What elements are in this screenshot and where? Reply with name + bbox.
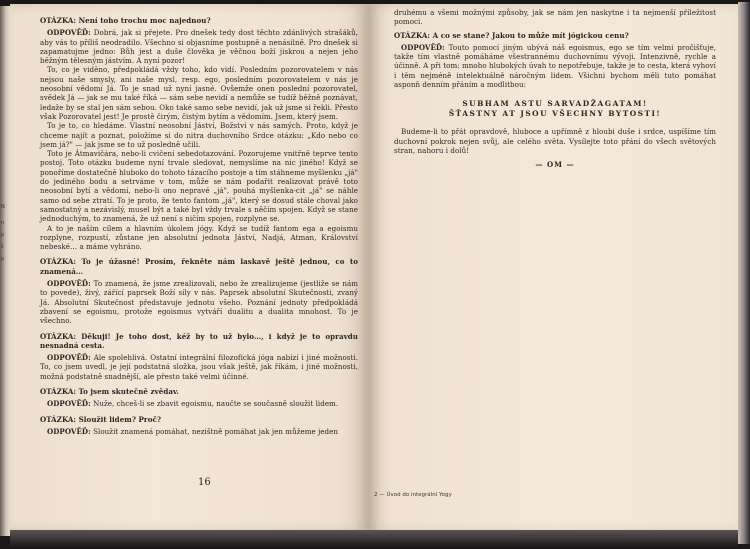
answer-paragraph [40,279,358,325]
paragraph-text: Toto je Átmavičára, nebo-li cvičení sebedotazování. Pozorujeme vnitřně teprve tento postoj. Toto otázku budeme nyní trvale sledovat, nemyslíme na nic jiného! Když se ponoříme dostatečně hluboko do tohoto tázacího postoje a tím stáhneme myšlenku „já" do jediného bodu a setrváme v tom, může se nám podařit realizovat právě toto neosobní bytí a vědomí, nebo-li ono nepravé „já", pouhá myšlenka-cit „já" se náhle samo od sebe ztratí. To je proto, že tento fantom „já", který se dosud stále choval jako samostatný a nezávislý, musel být a také byl vždy trvale s něčím spojen. Když se stane jednoduchým, to znamená, že už není s ničím spojen, rozplyne se. [40,149,358,224]
page-footer: 2 — Úvod do integrální Yogy [374,492,452,498]
question: OTÁZKA: To je úžasné! Prosím, řekněte nám laskavě ještě jednou, co to znamená… [40,257,358,276]
question: OTÁZKA: A co se stane? Jakou to může mít jógickou cenu? [394,30,629,40]
answer-label: ODPOVĚĎ: [401,42,445,52]
paragraph-text: Sloužit znamená pomáhat, nezištně pomáhat jak jen můžeme jeden [93,426,339,436]
om-ending: — OM — [535,160,575,170]
right-page [368,4,738,532]
paragraph-text: To je to, co hledáme. Vlastní neosobní Jáství, Božství v nás samých. Proto, když je chceme najít a poznat, položíme si do nitra duchovního Srdce otázku: „Kdo nebo co jsem já?" — jak jsme se to už posledně učili. [40,121,358,149]
paragraph-text: A to je naším cílem a hlavním úkolem jógy. Když se tudíž fantom ega a egoismu rozplyne, rozpustí, zůstane jen absolutní jednota Jáství, Nadjá, Atman, Království nebeské… a máme vyhráno. [40,223,358,252]
paragraph [40,149,358,223]
motto [394,99,716,119]
paragraph [40,65,358,121]
answer-paragraph [40,353,358,381]
question: OTÁZKA: To jsem skutečně zvědav. [40,386,179,396]
paragraph-text: Dobrá, jak si přejete. Pro dnešek tedy dost těchto zdánlivých strašáků, aby vás to příliš neodradilo. Všechno si objasníme postupně a nenásilně. Pro dnešek si zapamatujme jedno: Bůh jest a duše člověka je věčnou boží jiskrou a nejen jeho běžným tělesným jástvím. A nyní pozor! [40,28,358,66]
answer-paragraph [40,399,358,408]
paragraph-text: To znamená, že jsme zrealizovali, nebo že zrealizujeme (jestliže se nám to povede), živý, zářící paprsek Boží síly v nás. Paprsek absolutní Skutečnosti, zvaný Já. Absolutní Skutečnost představuje jednotu všeho. Poznání jednoty předpokládá zbavení se egoismu, protože egoismus vytváří dualitu a dualita mnohost. To je všechno. [40,279,359,326]
continuation-text: druhému a všemi možnými způsoby, jak se nám jen naskytne i ta nejmenší příležitost pomoci. [394,8,716,27]
answer-paragraph [40,427,358,436]
bottom-shadow [10,530,738,549]
left-page-edge-stack: N n p š p [0,6,10,536]
paragraph-text: Touto pomocí jiným ubývá náš egoismus, ego se tím velmi pročišťuje, takže tím vlastně pomáháme všestrannému duchovnímu vývoji. Intenzivně, rychle a účinně. A při tom: mnoho hlubokých úvah to nepotřebuje, takže je to cesta, která vyhoví i těm nejméně intelektuálně náročným lidem. Všichni bychom měli tuto pomáhat asponň denním přáním a modlitbou: [394,42,716,90]
right-page-edge [738,2,750,544]
question: OTÁZKA: Není toho trochu moc najednou? [40,16,211,25]
question: OTÁZKA: Děkuji! Je toho dost, kéž by to už bylo…, i když je to opravdu nesnadná cesta. [40,331,358,350]
closing-paragraph: Budeme-li to přát opravdově, hluboce a upřímně z hloubi duše i srdce, uspíšíme tím duchovní pokrok nejen svůj, ale celého světa. Vysílejte toto přání do všech světových stran, nahoru i dolů! [394,127,716,155]
motto-line-sanskrit: SUBHAM ASTU SARVADŽAGATAM! [462,99,648,109]
paragraph-text: Nuže, chceš-li se zbavit egoismu, naučte se současně sloužit lidem. [93,399,339,409]
answer-paragraph [394,43,716,89]
motto-line-czech: ŠŤASTNY AT JSOU VŠECHNY BYTOSTI! [448,109,662,119]
answer-label: ODPOVĚĎ: [47,399,91,409]
paragraph [40,224,358,252]
answer-paragraph [40,28,358,65]
answer-label: ODPOVĚĎ: [47,353,91,363]
right-page-text [394,8,716,170]
answer-label: ODPOVĚĎ: [47,426,91,436]
paragraph-text: Ale spolehlivá. Ostatní integrální filozofická jóga nabízí i jiné možnosti. To, co jsem uvedl, je její podstatná složka, jsou však ještě, jak říkám, i jiné možnosti, možná podstatně snadnější, ale přesto také velmi účinné. [40,353,359,381]
answer-label: ODPOVĚĎ: [47,279,91,289]
page-number: 16 [198,477,211,488]
left-page [10,4,368,531]
left-page-text [40,12,358,436]
paragraph [40,121,358,149]
answer-label: ODPOVĚĎ: [47,28,91,38]
question: OTÁZKA: Sloužit lidem? Proč? [40,414,162,424]
paragraph-text: To, co je viděno, předpokládá vždy toho, kdo vidí. Posledním pozorovatelem v nás nejsou naše smysly, ani naše mysl, resp. ego, posledním pozorovatelem v nás je neosobní vědomí Já. To je snad už nyní jasné. Ovšemže onen poslední pozorovatel, svědek Já — jak se mu také říká — sám sebe nevidí a nemůže se tudíž běžně poznávat, ledaže by se stal jen sám sebou. Oko také samo sebe nevidí, jak už jsme si řekli. Přesto však Pozorovatel jest! Je prostě čirým, čistým bytím a vědomím. Jsem, který jsem. [40,65,358,121]
